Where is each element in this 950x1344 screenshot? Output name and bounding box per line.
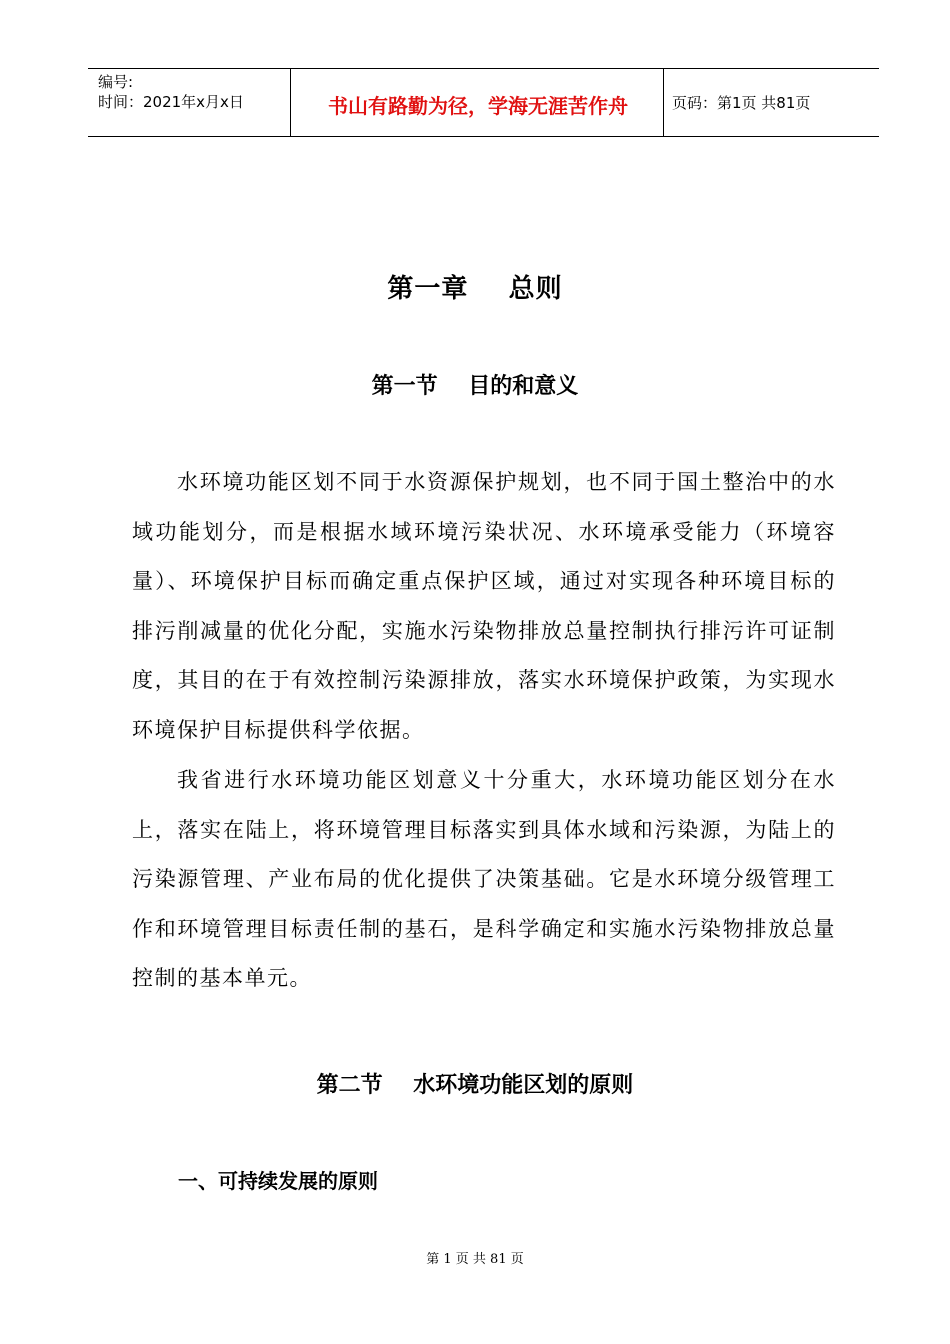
subsection-title: 一、可持续发展的原则	[178, 1169, 378, 1193]
page-footer: 第 1 页 共 81 页	[426, 1252, 524, 1267]
header-page-info: 页码：第1页 共81页	[672, 94, 811, 112]
section-title-1: 第一节 目的和意义	[371, 374, 579, 399]
time-label: 时间：2021年x月x日	[98, 93, 244, 111]
code-label: 编号:	[98, 73, 134, 91]
header-divider-1	[290, 69, 291, 136]
header-top-border	[88, 68, 879, 69]
header-bottom-border	[88, 136, 879, 137]
section-title-2: 第二节 水环境功能区划的原则	[316, 1073, 634, 1098]
chapter-title: 第一章 总则	[387, 274, 563, 304]
paragraph-2: 我省进行水环境功能区划意义十分重大，水环境功能区划分在水上，落实在陆上，将环境管理目标落实到具体水域和污染源，为陆上的污染源管理、产业布局的优化提供了决策基础。它是水环境分级管理工作和环境管理目标责任制的基石，是科学确定和实施水污染物排放总量控制的基本单元。	[132, 768, 836, 991]
paragraph-1: 水环境功能区划不同于水资源保护规划，也不同于国土整治中的水域功能划分，而是根据水域环境污染状况、水环境承受能力（环境容量）、环境保护目标而确定重点保护区域，通过对实现各种环境目标的排污削减量的优化分配，实施水污染物排放总量控制执行排污许可证制度，其目的在于有效控制污染源排放，落实水环境保护政策，为实现水环境保护目标提供科学依据。	[132, 470, 836, 742]
header-meta	[98, 72, 244, 112]
header-motto: 书山有路勤为径，学海无涯苦作舟	[328, 94, 628, 118]
